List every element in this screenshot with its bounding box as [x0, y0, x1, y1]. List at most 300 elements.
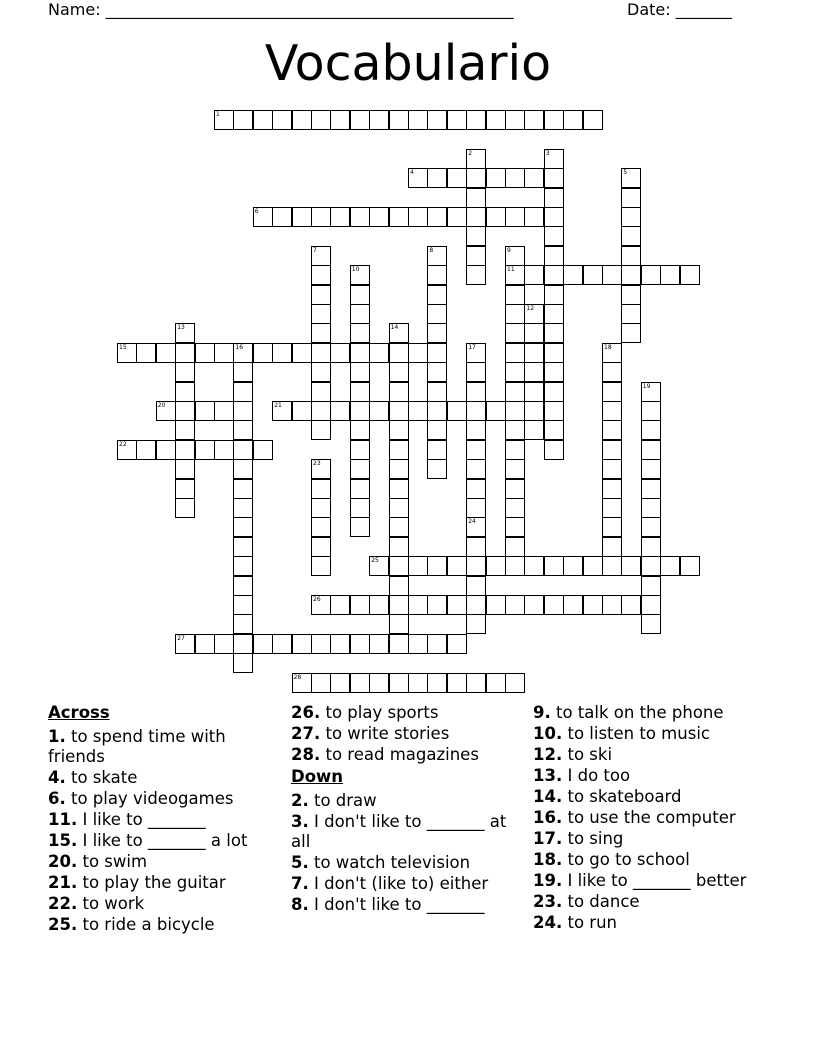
- grid-cell[interactable]: [389, 537, 409, 557]
- grid-cell[interactable]: [233, 343, 253, 363]
- grid-cell[interactable]: [311, 265, 331, 285]
- grid-cell[interactable]: [292, 343, 312, 363]
- grid-cell[interactable]: [292, 207, 312, 227]
- grid-cell[interactable]: [427, 207, 447, 227]
- grid-cell[interactable]: [466, 265, 486, 285]
- grid-cell[interactable]: [544, 440, 564, 460]
- grid-cell[interactable]: [583, 595, 603, 615]
- grid-cell[interactable]: [311, 285, 331, 305]
- grid-cell[interactable]: [602, 362, 622, 382]
- grid-cell[interactable]: [253, 440, 273, 460]
- grid-cell[interactable]: [427, 362, 447, 382]
- grid-cell[interactable]: [389, 479, 409, 499]
- grid-cell[interactable]: [175, 498, 195, 518]
- grid-cell[interactable]: [427, 459, 447, 479]
- grid-cell[interactable]: [311, 556, 331, 576]
- grid-cell[interactable]: [233, 110, 253, 130]
- grid-cell[interactable]: [408, 634, 428, 654]
- grid-cell[interactable]: [621, 246, 641, 266]
- grid-cell[interactable]: [389, 614, 409, 634]
- grid-cell[interactable]: [602, 517, 622, 537]
- grid-cell[interactable]: [233, 517, 253, 537]
- grid-cell[interactable]: [311, 498, 331, 518]
- grid-cell[interactable]: [505, 304, 525, 324]
- grid-cell[interactable]: [175, 420, 195, 440]
- grid-cell[interactable]: [292, 401, 312, 421]
- grid-cell[interactable]: [389, 343, 409, 363]
- grid-cell[interactable]: [408, 168, 428, 188]
- grid-cell[interactable]: [389, 634, 409, 654]
- grid-cell[interactable]: [389, 673, 409, 693]
- grid-cell[interactable]: [466, 479, 486, 499]
- grid-cell[interactable]: [369, 556, 389, 576]
- grid-cell[interactable]: [311, 304, 331, 324]
- grid-cell[interactable]: [602, 420, 622, 440]
- grid-cell[interactable]: [427, 304, 447, 324]
- grid-cell[interactable]: [621, 595, 641, 615]
- grid-cell[interactable]: [544, 382, 564, 402]
- grid-cell[interactable]: [350, 401, 370, 421]
- grid-cell[interactable]: [389, 595, 409, 615]
- grid-cell[interactable]: [505, 479, 525, 499]
- grid-cell[interactable]: [389, 498, 409, 518]
- grid-cell[interactable]: [311, 343, 331, 363]
- grid-cell[interactable]: [311, 207, 331, 227]
- grid-cell[interactable]: [466, 420, 486, 440]
- grid-cell[interactable]: [350, 420, 370, 440]
- grid-cell[interactable]: [641, 614, 661, 634]
- grid-cell[interactable]: [311, 323, 331, 343]
- grid-cell[interactable]: [408, 595, 428, 615]
- grid-cell[interactable]: [350, 382, 370, 402]
- grid-cell[interactable]: [524, 323, 544, 343]
- grid-cell[interactable]: [544, 246, 564, 266]
- grid-cell[interactable]: [175, 323, 195, 343]
- grid-cell[interactable]: [602, 382, 622, 402]
- grid-cell[interactable]: [466, 576, 486, 596]
- grid-cell[interactable]: [621, 168, 641, 188]
- grid-cell[interactable]: [350, 634, 370, 654]
- grid-cell[interactable]: [621, 265, 641, 285]
- grid-cell[interactable]: [272, 343, 292, 363]
- grid-cell[interactable]: [641, 420, 661, 440]
- grid-cell[interactable]: [350, 595, 370, 615]
- grid-cell[interactable]: [505, 498, 525, 518]
- grid-cell[interactable]: [524, 265, 544, 285]
- grid-cell[interactable]: [389, 110, 409, 130]
- grid-cell[interactable]: [408, 343, 428, 363]
- grid-cell[interactable]: [602, 440, 622, 460]
- grid-cell[interactable]: [466, 207, 486, 227]
- grid-cell[interactable]: [505, 343, 525, 363]
- grid-cell[interactable]: [311, 362, 331, 382]
- grid-cell[interactable]: [505, 595, 525, 615]
- grid-cell[interactable]: [311, 459, 331, 479]
- grid-cell[interactable]: [505, 459, 525, 479]
- grid-cell[interactable]: [427, 595, 447, 615]
- grid-cell[interactable]: [195, 401, 215, 421]
- grid-cell[interactable]: [447, 401, 467, 421]
- grid-cell[interactable]: [505, 246, 525, 266]
- grid-cell[interactable]: [447, 673, 467, 693]
- grid-cell[interactable]: [369, 207, 389, 227]
- grid-cell[interactable]: [621, 323, 641, 343]
- grid-cell[interactable]: [389, 362, 409, 382]
- grid-cell[interactable]: [175, 343, 195, 363]
- grid-cell[interactable]: [524, 110, 544, 130]
- grid-cell[interactable]: [350, 323, 370, 343]
- grid-cell[interactable]: [156, 401, 176, 421]
- grid-cell[interactable]: [175, 401, 195, 421]
- grid-cell[interactable]: [233, 653, 253, 673]
- grid-cell[interactable]: [486, 673, 506, 693]
- grid-cell[interactable]: [233, 498, 253, 518]
- grid-cell[interactable]: [486, 110, 506, 130]
- grid-cell[interactable]: [330, 207, 350, 227]
- grid-cell[interactable]: [524, 168, 544, 188]
- grid-cell[interactable]: [466, 188, 486, 208]
- grid-cell[interactable]: [505, 537, 525, 557]
- grid-cell[interactable]: [641, 498, 661, 518]
- grid-cell[interactable]: [621, 188, 641, 208]
- grid-cell[interactable]: [447, 556, 467, 576]
- grid-cell[interactable]: [233, 556, 253, 576]
- grid-cell[interactable]: [505, 207, 525, 227]
- grid-cell[interactable]: [466, 168, 486, 188]
- grid-cell[interactable]: [544, 285, 564, 305]
- grid-cell[interactable]: [524, 207, 544, 227]
- grid-cell[interactable]: [583, 110, 603, 130]
- grid-cell[interactable]: [350, 673, 370, 693]
- grid-cell[interactable]: [233, 440, 253, 460]
- grid-cell[interactable]: [175, 382, 195, 402]
- grid-cell[interactable]: [524, 401, 544, 421]
- grid-cell[interactable]: [214, 343, 234, 363]
- grid-cell[interactable]: [350, 517, 370, 537]
- grid-cell[interactable]: [486, 168, 506, 188]
- grid-cell[interactable]: [505, 323, 525, 343]
- grid-cell[interactable]: [466, 537, 486, 557]
- grid-cell[interactable]: [641, 479, 661, 499]
- grid-cell[interactable]: [369, 401, 389, 421]
- grid-cell[interactable]: [641, 440, 661, 460]
- grid-cell[interactable]: [389, 517, 409, 537]
- grid-cell[interactable]: [427, 673, 447, 693]
- grid-cell[interactable]: [544, 168, 564, 188]
- grid-cell[interactable]: [330, 673, 350, 693]
- grid-cell[interactable]: [350, 362, 370, 382]
- grid-cell[interactable]: [486, 595, 506, 615]
- grid-cell[interactable]: [389, 459, 409, 479]
- grid-cell[interactable]: [311, 479, 331, 499]
- grid-cell[interactable]: [602, 498, 622, 518]
- grid-cell[interactable]: [311, 246, 331, 266]
- grid-cell[interactable]: [447, 168, 467, 188]
- grid-cell[interactable]: [505, 265, 525, 285]
- grid-cell[interactable]: [136, 343, 156, 363]
- grid-cell[interactable]: [447, 595, 467, 615]
- grid-cell[interactable]: [272, 634, 292, 654]
- grid-cell[interactable]: [544, 188, 564, 208]
- grid-cell[interactable]: [602, 265, 622, 285]
- grid-cell[interactable]: [466, 246, 486, 266]
- grid-cell[interactable]: [389, 556, 409, 576]
- grid-cell[interactable]: [427, 382, 447, 402]
- grid-cell[interactable]: [369, 110, 389, 130]
- grid-cell[interactable]: [369, 634, 389, 654]
- grid-cell[interactable]: [427, 168, 447, 188]
- grid-cell[interactable]: [292, 634, 312, 654]
- grid-cell[interactable]: [466, 401, 486, 421]
- grid-cell[interactable]: [466, 459, 486, 479]
- grid-cell[interactable]: [272, 401, 292, 421]
- grid-cell[interactable]: [350, 304, 370, 324]
- grid-cell[interactable]: [389, 576, 409, 596]
- grid-cell[interactable]: [233, 595, 253, 615]
- grid-cell[interactable]: [292, 673, 312, 693]
- grid-cell[interactable]: [427, 246, 447, 266]
- grid-cell[interactable]: [602, 401, 622, 421]
- grid-cell[interactable]: [505, 168, 525, 188]
- grid-cell[interactable]: [369, 673, 389, 693]
- grid-cell[interactable]: [214, 634, 234, 654]
- grid-cell[interactable]: [544, 323, 564, 343]
- grid-cell[interactable]: [466, 595, 486, 615]
- grid-cell[interactable]: [486, 401, 506, 421]
- grid-cell[interactable]: [311, 537, 331, 557]
- grid-cell[interactable]: [505, 110, 525, 130]
- grid-cell[interactable]: [233, 634, 253, 654]
- grid-cell[interactable]: [544, 420, 564, 440]
- grid-cell[interactable]: [583, 265, 603, 285]
- grid-cell[interactable]: [486, 207, 506, 227]
- grid-cell[interactable]: [563, 110, 583, 130]
- grid-cell[interactable]: [350, 343, 370, 363]
- grid-cell[interactable]: [505, 420, 525, 440]
- grid-cell[interactable]: [311, 401, 331, 421]
- grid-cell[interactable]: [524, 556, 544, 576]
- grid-cell[interactable]: [466, 362, 486, 382]
- grid-cell[interactable]: [447, 634, 467, 654]
- grid-cell[interactable]: [350, 459, 370, 479]
- grid-cell[interactable]: [563, 595, 583, 615]
- grid-cell[interactable]: [466, 556, 486, 576]
- grid-cell[interactable]: [641, 595, 661, 615]
- grid-cell[interactable]: [389, 420, 409, 440]
- grid-cell[interactable]: [602, 343, 622, 363]
- grid-cell[interactable]: [544, 110, 564, 130]
- grid-cell[interactable]: [427, 285, 447, 305]
- grid-cell[interactable]: [602, 459, 622, 479]
- grid-cell[interactable]: [505, 440, 525, 460]
- grid-cell[interactable]: [563, 265, 583, 285]
- grid-cell[interactable]: [389, 323, 409, 343]
- grid-cell[interactable]: [524, 362, 544, 382]
- grid-cell[interactable]: [175, 634, 195, 654]
- grid-cell[interactable]: [544, 304, 564, 324]
- grid-cell[interactable]: [350, 440, 370, 460]
- grid-cell[interactable]: [427, 110, 447, 130]
- grid-cell[interactable]: [466, 343, 486, 363]
- grid-cell[interactable]: [253, 110, 273, 130]
- grid-cell[interactable]: [117, 440, 137, 460]
- grid-cell[interactable]: [524, 382, 544, 402]
- grid-cell[interactable]: [350, 207, 370, 227]
- grid-cell[interactable]: [350, 498, 370, 518]
- grid-cell[interactable]: [563, 556, 583, 576]
- grid-cell[interactable]: [466, 517, 486, 537]
- grid-cell[interactable]: [350, 285, 370, 305]
- grid-cell[interactable]: [272, 110, 292, 130]
- grid-cell[interactable]: [214, 110, 234, 130]
- grid-cell[interactable]: [330, 401, 350, 421]
- grid-cell[interactable]: [427, 323, 447, 343]
- grid-cell[interactable]: [389, 401, 409, 421]
- grid-cell[interactable]: [641, 459, 661, 479]
- grid-cell[interactable]: [408, 401, 428, 421]
- grid-cell[interactable]: [311, 673, 331, 693]
- grid-cell[interactable]: [330, 110, 350, 130]
- grid-cell[interactable]: [350, 110, 370, 130]
- grid-cell[interactable]: [408, 110, 428, 130]
- grid-cell[interactable]: [253, 343, 273, 363]
- grid-cell[interactable]: [447, 110, 467, 130]
- grid-cell[interactable]: [233, 401, 253, 421]
- grid-cell[interactable]: [389, 207, 409, 227]
- grid-cell[interactable]: [602, 595, 622, 615]
- grid-cell[interactable]: [427, 265, 447, 285]
- grid-cell[interactable]: [427, 343, 447, 363]
- grid-cell[interactable]: [350, 265, 370, 285]
- grid-cell[interactable]: [602, 479, 622, 499]
- grid-cell[interactable]: [350, 479, 370, 499]
- grid-cell[interactable]: [408, 207, 428, 227]
- grid-cell[interactable]: [311, 634, 331, 654]
- grid-cell[interactable]: [680, 556, 700, 576]
- grid-cell[interactable]: [427, 440, 447, 460]
- grid-cell[interactable]: [233, 479, 253, 499]
- grid-cell[interactable]: [214, 401, 234, 421]
- grid-cell[interactable]: [621, 285, 641, 305]
- grid-cell[interactable]: [233, 537, 253, 557]
- grid-cell[interactable]: [505, 285, 525, 305]
- grid-cell[interactable]: [621, 226, 641, 246]
- grid-cell[interactable]: [156, 440, 176, 460]
- grid-cell[interactable]: [330, 634, 350, 654]
- grid-cell[interactable]: [117, 343, 137, 363]
- grid-cell[interactable]: [195, 343, 215, 363]
- grid-cell[interactable]: [602, 556, 622, 576]
- grid-cell[interactable]: [524, 595, 544, 615]
- grid-cell[interactable]: [272, 207, 292, 227]
- grid-cell[interactable]: [427, 420, 447, 440]
- grid-cell[interactable]: [389, 440, 409, 460]
- grid-cell[interactable]: [641, 576, 661, 596]
- grid-cell[interactable]: [311, 420, 331, 440]
- grid-cell[interactable]: [233, 614, 253, 634]
- grid-cell[interactable]: [641, 517, 661, 537]
- grid-cell[interactable]: [233, 420, 253, 440]
- grid-cell[interactable]: [427, 401, 447, 421]
- grid-cell[interactable]: [466, 440, 486, 460]
- grid-cell[interactable]: [544, 343, 564, 363]
- grid-cell[interactable]: [253, 207, 273, 227]
- grid-cell[interactable]: [369, 595, 389, 615]
- grid-cell[interactable]: [505, 673, 525, 693]
- grid-cell[interactable]: [641, 556, 661, 576]
- grid-cell[interactable]: [486, 556, 506, 576]
- grid-cell[interactable]: [233, 382, 253, 402]
- grid-cell[interactable]: [195, 634, 215, 654]
- grid-cell[interactable]: [427, 556, 447, 576]
- grid-cell[interactable]: [544, 265, 564, 285]
- grid-cell[interactable]: [253, 634, 273, 654]
- grid-cell[interactable]: [311, 382, 331, 402]
- grid-cell[interactable]: [233, 576, 253, 596]
- grid-cell[interactable]: [621, 207, 641, 227]
- grid-cell[interactable]: [641, 401, 661, 421]
- grid-cell[interactable]: [311, 595, 331, 615]
- grid-cell[interactable]: [621, 304, 641, 324]
- grid-cell[interactable]: [447, 207, 467, 227]
- grid-cell[interactable]: [175, 479, 195, 499]
- grid-cell[interactable]: [233, 459, 253, 479]
- grid-cell[interactable]: [175, 440, 195, 460]
- grid-cell[interactable]: [175, 459, 195, 479]
- grid-cell[interactable]: [505, 401, 525, 421]
- grid-cell[interactable]: [505, 362, 525, 382]
- grid-cell[interactable]: [330, 343, 350, 363]
- grid-cell[interactable]: [466, 673, 486, 693]
- grid-cell[interactable]: [466, 110, 486, 130]
- grid-cell[interactable]: [466, 149, 486, 169]
- grid-cell[interactable]: [389, 382, 409, 402]
- grid-cell[interactable]: [602, 537, 622, 557]
- grid-cell[interactable]: [311, 110, 331, 130]
- grid-cell[interactable]: [408, 556, 428, 576]
- grid-cell[interactable]: [195, 440, 215, 460]
- grid-cell[interactable]: [156, 343, 176, 363]
- grid-cell[interactable]: [641, 382, 661, 402]
- grid-cell[interactable]: [466, 226, 486, 246]
- grid-cell[interactable]: [292, 110, 312, 130]
- grid-cell[interactable]: [544, 149, 564, 169]
- grid-cell[interactable]: [505, 517, 525, 537]
- grid-cell[interactable]: [544, 595, 564, 615]
- grid-cell[interactable]: [621, 556, 641, 576]
- grid-cell[interactable]: [524, 304, 544, 324]
- grid-cell[interactable]: [369, 343, 389, 363]
- grid-cell[interactable]: [408, 673, 428, 693]
- grid-cell[interactable]: [505, 556, 525, 576]
- grid-cell[interactable]: [641, 537, 661, 557]
- grid-cell[interactable]: [641, 265, 661, 285]
- grid-cell[interactable]: [680, 265, 700, 285]
- grid-cell[interactable]: [311, 517, 331, 537]
- grid-cell[interactable]: [330, 595, 350, 615]
- grid-cell[interactable]: [466, 614, 486, 634]
- grid-cell[interactable]: [544, 401, 564, 421]
- grid-cell[interactable]: [136, 440, 156, 460]
- grid-cell[interactable]: [175, 362, 195, 382]
- grid-cell[interactable]: [544, 362, 564, 382]
- grid-cell[interactable]: [544, 207, 564, 227]
- grid-cell[interactable]: [660, 265, 680, 285]
- grid-cell[interactable]: [214, 440, 234, 460]
- grid-cell[interactable]: [466, 498, 486, 518]
- grid-cell[interactable]: [524, 420, 544, 440]
- grid-cell[interactable]: [544, 226, 564, 246]
